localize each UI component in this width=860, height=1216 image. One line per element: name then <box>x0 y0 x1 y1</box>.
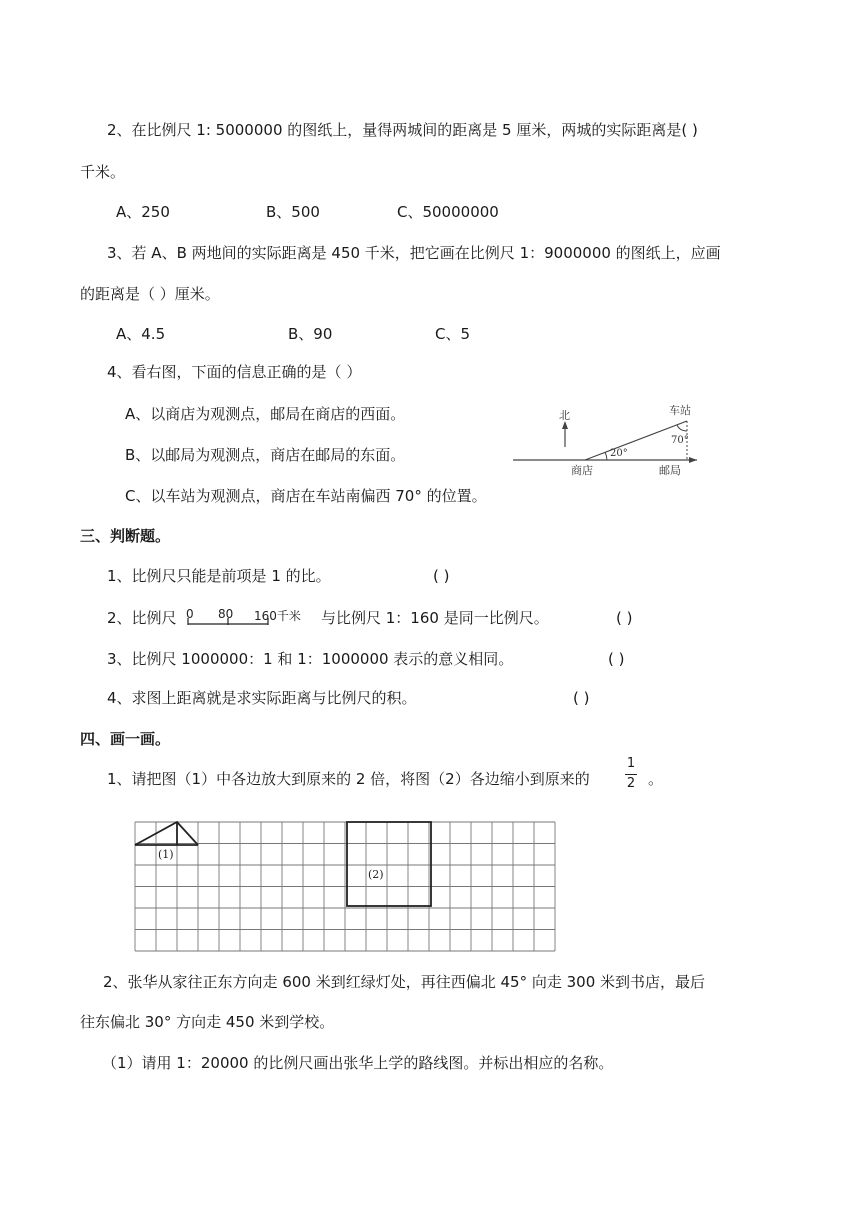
q3-stem-line1: 3、若 A、B 两地间的实际距离是 450 千米，把它画在比例尺 1：9000000 的图纸上，应画 <box>107 244 721 262</box>
scale-bar-label-160: 160千米 <box>254 609 301 623</box>
q2-stem-line2: 千米。 <box>80 163 126 181</box>
q4-option-a: A、以商店为观测点，邮局在商店的西面。 <box>125 405 406 423</box>
q3-option-a: A、4.5 <box>116 325 166 343</box>
diagram-station-label: 车站 <box>669 404 691 417</box>
section3-title: 三、判断题。 <box>80 527 171 545</box>
q4-stem: 4、看右图，下面的信息正确的是（ ） <box>107 363 362 381</box>
judge-1-paren: ( ) <box>433 567 450 585</box>
diagram-north-label: 北 <box>559 409 570 422</box>
draw-1-fraction-bar <box>625 774 637 775</box>
q3-option-b: B、90 <box>288 325 333 343</box>
draw-1-fraction-denominator: 2 <box>626 776 636 791</box>
q2-stem-line1: 2、在比例尺 1: 5000000 的图纸上，量得两城间的距离是 5 厘米，两城的实际距离是( ) <box>107 121 698 139</box>
figure-2-label: (2) <box>368 868 384 881</box>
scale-bar-label-80: 80 <box>218 607 234 621</box>
q4-option-b: B、以邮局为观测点，商店在邮局的东面。 <box>125 446 406 464</box>
draw-1-end: 。 <box>648 770 664 788</box>
judge-1-text: 1、比例尺只能是前项是 1 的比。 <box>107 567 331 585</box>
draw-2-sub1: （1）请用 1：20000 的比例尺画出张华上学的路线图。并标出相应的名称。 <box>102 1054 614 1072</box>
draw-2-line1: 2、张华从家往正东方向走 600 米到红绿灯处，再往西偏北 45° 向走 300 米到书店，最后 <box>103 973 706 991</box>
q4-option-c: C、以车站为观测点，商店在车站南偏西 70° 的位置。 <box>125 487 487 505</box>
diagram-shop-label: 商店 <box>571 464 593 477</box>
draw-1-fraction-numerator: 1 <box>626 756 636 771</box>
direction-diagram <box>505 403 705 478</box>
diagram-angle-arc-20 <box>605 452 607 460</box>
scale-bar <box>184 606 310 630</box>
q2-option-c: C、50000000 <box>397 203 499 221</box>
draw-2-line2: 往东偏北 30° 方向走 450 米到学校。 <box>80 1013 335 1031</box>
judge-2-suffix: 与比例尺 1：160 是同一比例尺。 <box>321 609 549 627</box>
q3-stem-line2: 的距离是（ ）厘米。 <box>80 285 220 303</box>
q2-option-a: A、250 <box>116 203 170 221</box>
scale-bar-label-0: 0 <box>186 607 194 621</box>
figure-1-label: (1) <box>158 848 174 861</box>
diagram-angle-70-label: 70° <box>671 435 689 446</box>
grid-lines <box>135 822 555 951</box>
diagram-post-label: 邮局 <box>659 464 681 477</box>
judge-2-prefix: 2、比例尺 <box>107 609 177 627</box>
judge-3-paren: ( ) <box>608 650 625 668</box>
section4-title: 四、画一画。 <box>80 730 171 748</box>
judge-2-paren: ( ) <box>616 609 633 627</box>
judge-4-text: 4、求图上距离就是求实际距离与比例尺的积。 <box>107 689 417 707</box>
diagram-angle-20-label: 20° <box>610 448 628 459</box>
draw-1-text: 1、请把图（1）中各边放大到原来的 2 倍，将图（2）各边缩小到原来的 <box>107 770 590 788</box>
judge-4-paren: ( ) <box>573 689 590 707</box>
judge-3-text: 3、比例尺 1000000：1 和 1：1000000 表示的意义相同。 <box>107 650 514 668</box>
diagram-right-arrow <box>689 457 697 463</box>
diagram-angle-arc-70 <box>677 425 687 431</box>
figure-1-roof <box>135 822 198 845</box>
q3-option-c: C、5 <box>435 325 471 343</box>
q2-option-b: B、500 <box>266 203 320 221</box>
figure-2-square <box>347 822 431 906</box>
drawing-grid <box>132 820 562 952</box>
north-arrow-icon <box>562 421 568 429</box>
